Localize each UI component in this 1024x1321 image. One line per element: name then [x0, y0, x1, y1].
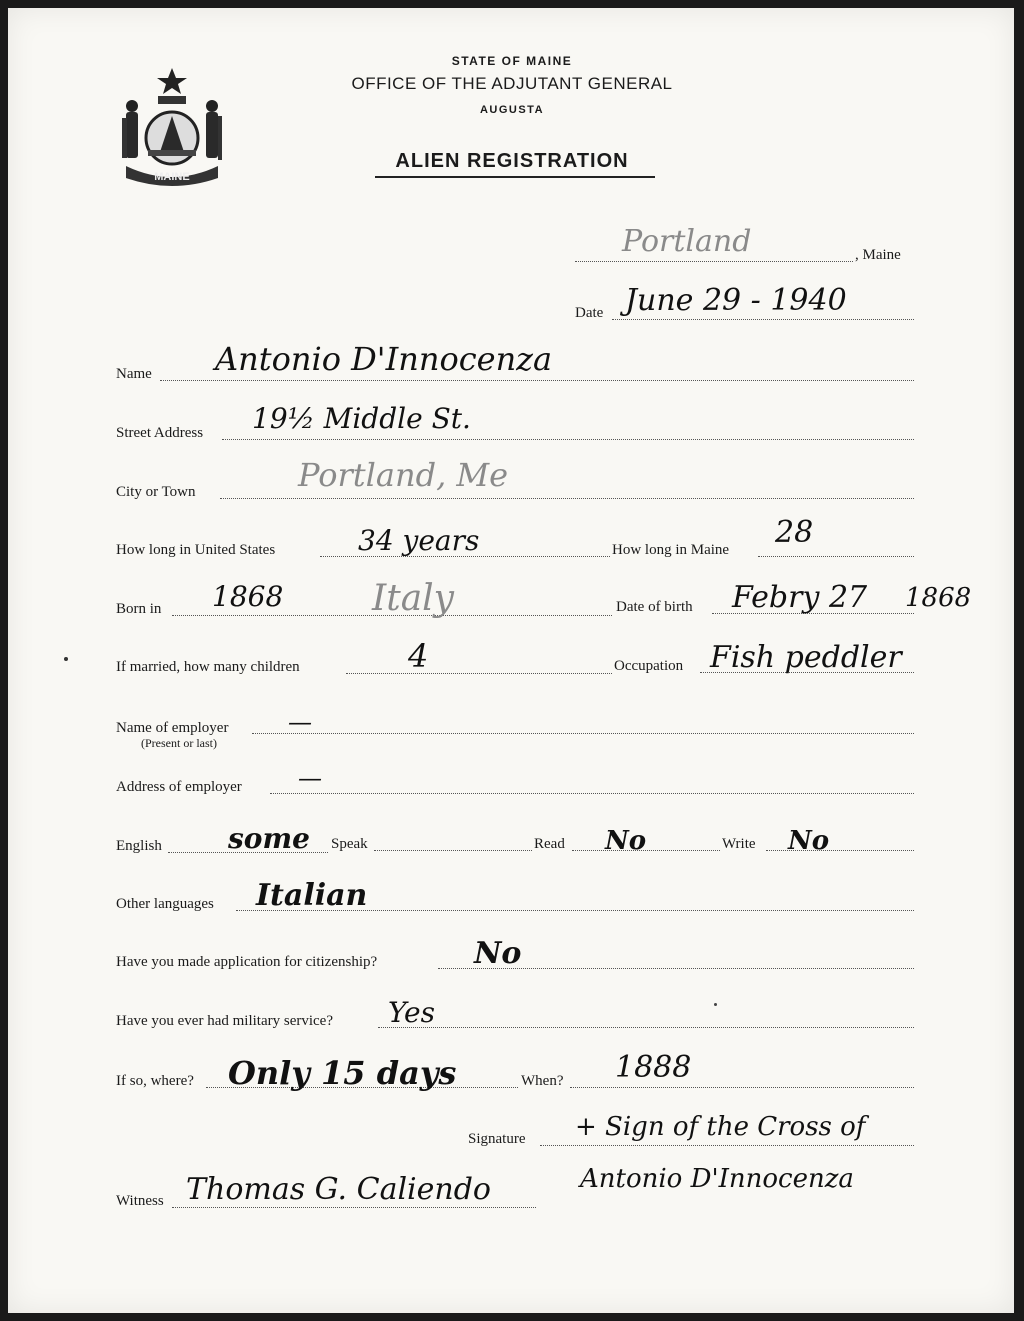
- street-line: [222, 439, 914, 440]
- english-value: some: [228, 822, 310, 855]
- employer-address-label: Address of employer: [116, 779, 242, 795]
- write-value: No: [788, 826, 830, 856]
- date-line: [612, 319, 914, 320]
- born-label: Born in: [116, 601, 162, 617]
- street-value: 19½ Middle St.: [252, 402, 471, 435]
- when-label: When?: [521, 1073, 564, 1089]
- employer-sublabel: (Present or last): [141, 736, 217, 750]
- witness-value: Thomas G. Caliendo: [186, 1172, 491, 1207]
- maine-duration-line: [758, 556, 914, 557]
- maine-duration-label: How long in Maine: [612, 542, 730, 558]
- state-heading: STATE OF MAINE: [451, 54, 573, 68]
- speak-line: [374, 850, 532, 851]
- children-line: [346, 673, 612, 674]
- form-title: ALIEN REGISTRATION: [395, 150, 629, 172]
- english-label: English: [116, 838, 162, 854]
- place-value: Portland: [622, 224, 752, 259]
- military-value: Yes: [388, 996, 435, 1029]
- other-languages-label: Other languages: [116, 896, 214, 912]
- street-label: Street Address: [116, 425, 204, 441]
- date-value: June 29 - 1940: [625, 283, 847, 318]
- witness-line: [172, 1207, 536, 1208]
- write-label: Write: [722, 836, 756, 852]
- date-label: Date: [575, 305, 604, 321]
- signature-value: + Sign of the Cross of: [575, 1112, 866, 1142]
- children-label: If married, how many children: [116, 659, 300, 675]
- title-underline: [375, 176, 655, 178]
- military-line: [378, 1027, 914, 1028]
- place-suffix: , Maine: [855, 247, 901, 263]
- us-duration-value: 34 years: [358, 524, 480, 557]
- seal-motto: MAINE: [154, 171, 190, 183]
- citizenship-label: Have you made application for citizenship?: [116, 954, 378, 970]
- born-country-value: Italy: [372, 578, 455, 619]
- ink-speck: [714, 1003, 717, 1006]
- when-line: [570, 1087, 914, 1088]
- city-label: City or Town: [116, 484, 196, 500]
- city-heading: AUGUSTA: [479, 104, 545, 116]
- where-value: Only 15 days: [228, 1054, 457, 1092]
- name-label: Name: [116, 366, 152, 382]
- name-value: Antonio D'Innocenza: [215, 340, 553, 378]
- citizenship-value: No: [474, 936, 522, 971]
- born-year-value: 1868: [212, 580, 284, 613]
- employer-label: Name of employer: [116, 720, 229, 736]
- other-languages-value: Italian: [256, 878, 368, 913]
- speak-label: Speak: [331, 836, 368, 852]
- signature-label: Signature: [468, 1131, 526, 1147]
- employer-value: —: [288, 708, 312, 736]
- employer-address-value: —: [298, 764, 322, 792]
- signature-line: [540, 1145, 914, 1146]
- children-value: 4: [408, 637, 429, 675]
- read-value: No: [605, 826, 647, 856]
- when-value: 1888: [615, 1050, 692, 1085]
- dob-year-value: 1868: [905, 583, 972, 613]
- occupation-value: Fish peddler: [710, 640, 902, 675]
- signature-name: Antonio D'Innocenza: [580, 1164, 854, 1194]
- military-label: Have you ever had military service?: [116, 1013, 333, 1029]
- occupation-label: Occupation: [614, 658, 684, 674]
- employer-line: [252, 733, 914, 734]
- witness-label: Witness: [116, 1193, 164, 1209]
- employer-address-line: [270, 793, 914, 794]
- place-line: [575, 261, 853, 262]
- us-duration-label: How long in United States: [116, 542, 276, 558]
- where-label: If so, where?: [116, 1073, 194, 1089]
- ink-speck: [64, 657, 68, 661]
- maine-duration-value: 28: [775, 515, 814, 550]
- read-label: Read: [534, 836, 565, 852]
- dob-label: Date of birth: [616, 599, 693, 615]
- office-heading: OFFICE OF THE ADJUTANT GENERAL: [351, 74, 673, 93]
- name-line: [160, 380, 914, 381]
- city-line: [220, 498, 914, 499]
- city-value: Portland, Me: [298, 456, 509, 494]
- dob-value: Febry 27: [732, 580, 868, 615]
